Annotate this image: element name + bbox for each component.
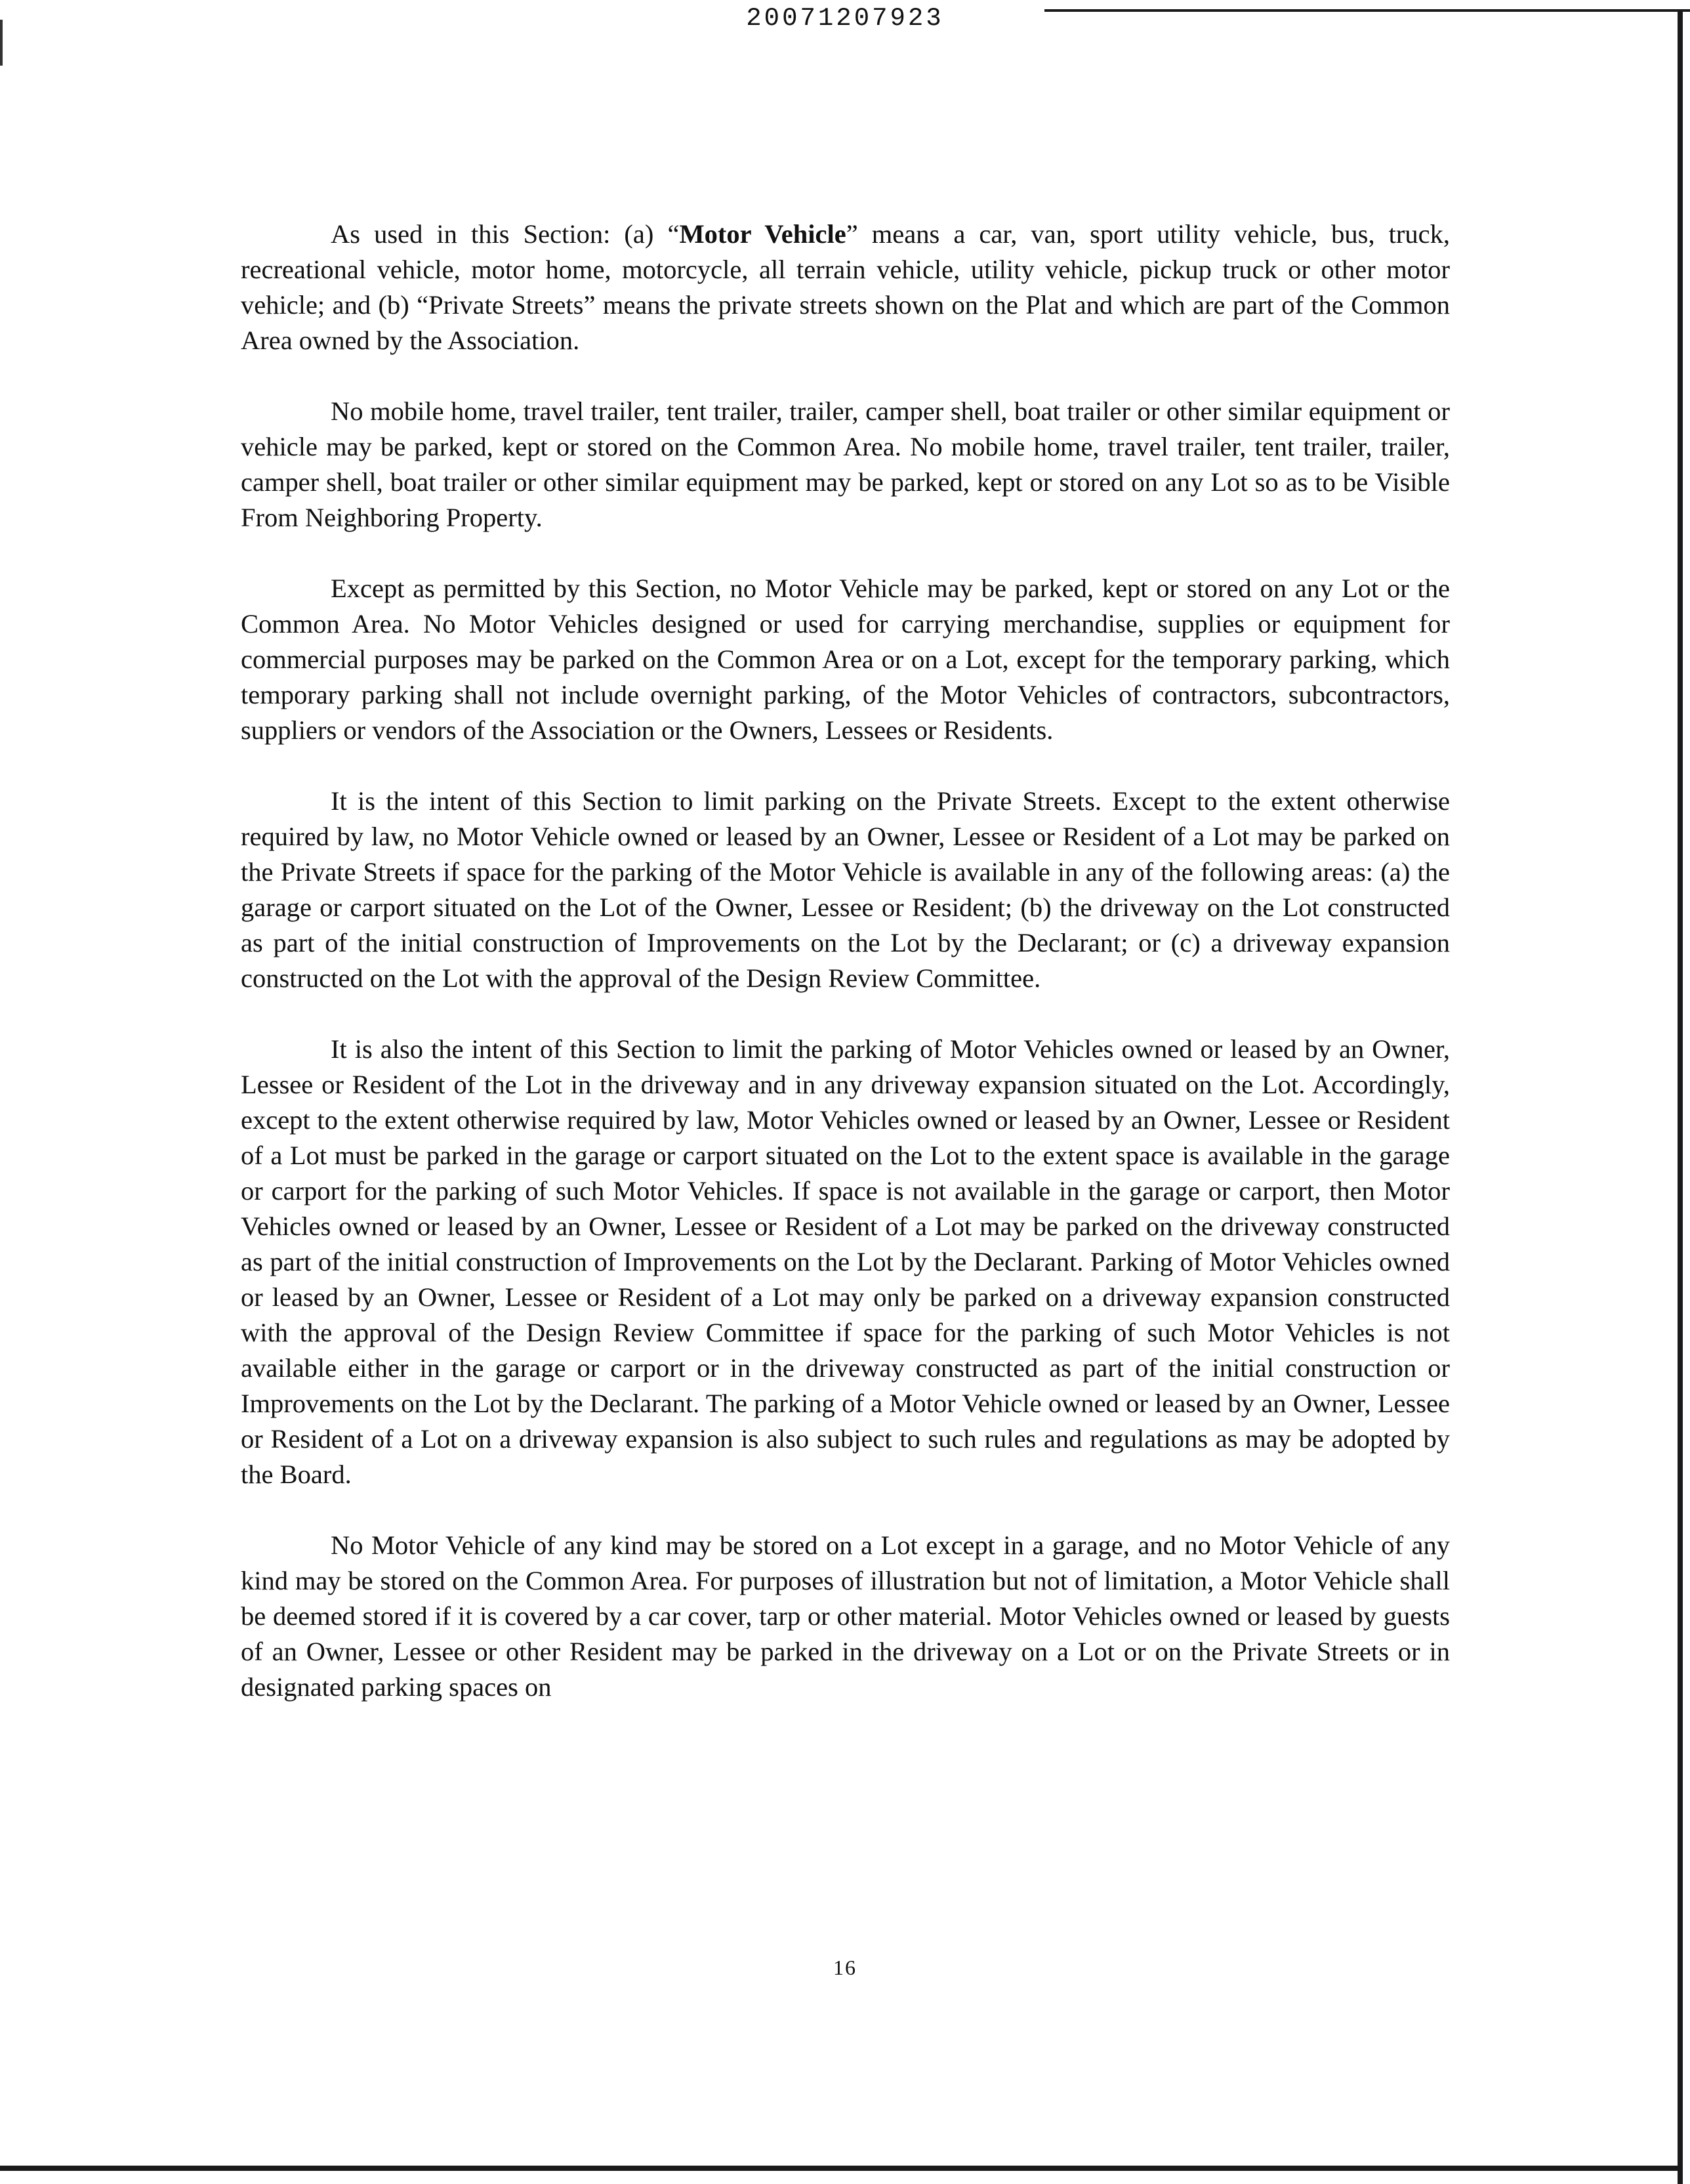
paragraph-private-streets: It is the intent of this Section to limit parking on the Private Streets. Except to the extent otherwise required by law, no Motor Vehicle owned or leased by an Owner, Lessee or Resident of a Lot may be parked on the Private Streets if space for the parking of the Motor Vehicle is available in any of the following areas: (a) the garage or carport situated on the Lot of the Owner, Lessee or Resident; (b) the driveway on the Lot constructed as part of the initial construction of Improvements on the Lot by the Declarant; or (c) a driveway expansion constructed on the Lot with the approval of the Design Review Committee. xyxy=(241,786,1450,993)
page-number: 16 xyxy=(833,1956,857,1979)
defined-term: Motor Vehicle xyxy=(679,219,846,249)
scan-border-bottom xyxy=(0,2166,1683,2171)
paragraph-definitions xyxy=(241,217,1450,358)
paragraph-driveway-parking: It is also the intent of this Section to limit the parking of Motor Vehicles owned or leased by an Owner, Lessee or Resident of the Lot in the driveway and in any driveway expansion situated on the Lot. Accordingly, except to the extent otherwise required by law, Motor Vehicles owned or leased by an Owner, Lessee or Resident of a Lot must be parked in the garage or carport situated on the Lot to the extent space is available in the garage or carport for the parking of such Motor Vehicles. If space is not available in the garage or carport, then Motor Vehicles owned or leased by an Owner, Lessee or Resident of a Lot may be parked on the driveway constructed as part of the initial construction of Improvements on the Lot by the Declarant. Parking of Motor Vehicles owned or leased by an Owner, Lessee or Resident of a Lot may only be parked on a driveway expansion constructed with the approval of the Design Review Committee if space for the parking of such Motor Vehicles is not available either in the garage or carport or in the driveway constructed as part of the initial construction or Improvements on the Lot by the Declarant. The parking of a Motor Vehicle owned or leased by an Owner, Lessee or Resident of a Lot on a driveway expansion is also subject to such rules and regulations as may be adopted by the Board. xyxy=(241,1034,1450,1489)
paragraph-text: ” means a car, van, sport utility vehicle, bus, truck, recreational vehicle, motor home, motorcycle, all terrain vehicle, utility vehicle, pickup truck or other motor vehicle; and (b) “Private Streets” means the private streets shown on the Plat and which are part of the Common Area owned by the Association. xyxy=(241,219,1450,355)
document-body xyxy=(241,217,1450,1740)
paragraph-storage: No Motor Vehicle of any kind may be stored on a Lot except in a garage, and no Motor Vehicle of any kind may be stored on the Common Area. For purposes of illustration but not of limitation, a Motor Vehicle shall be deemed stored if it is covered by a car cover, tarp or other material. Motor Vehicles owned or leased by guests of an Owner, Lessee or other Resident may be parked in the driveway on a Lot or on the Private Streets or in designated parking spaces on xyxy=(241,1530,1450,1702)
paragraph-text: As used in this Section: (a) “ xyxy=(331,219,680,249)
paragraph-commercial-vehicles: Except as permitted by this Section, no Motor Vehicle may be parked, kept or stored on any Lot or the Common Area. No Motor Vehicles designed or used for carrying merchandise, supplies or equipment for commercial purposes may be parked on the Common Area or on a Lot, except for the temporary parking, which temporary parking shall not include overnight parking, of the Motor Vehicles of contractors, subcontractors, suppliers or vendors of the Association or the Owners, Lessees or Residents. xyxy=(241,574,1450,745)
paragraph-trailers: No mobile home, travel trailer, tent trailer, trailer, camper shell, boat trailer or other similar equipment or vehicle may be parked, kept or stored on the Common Area. No mobile home, travel trailer, tent trailer, trailer, camper shell, boat trailer or other similar equipment may be parked, kept or stored on any Lot so as to be Visible From Neighboring Property. xyxy=(241,396,1450,532)
document-id: 20071207923 xyxy=(746,4,944,33)
scan-border-right xyxy=(1678,9,1683,2184)
